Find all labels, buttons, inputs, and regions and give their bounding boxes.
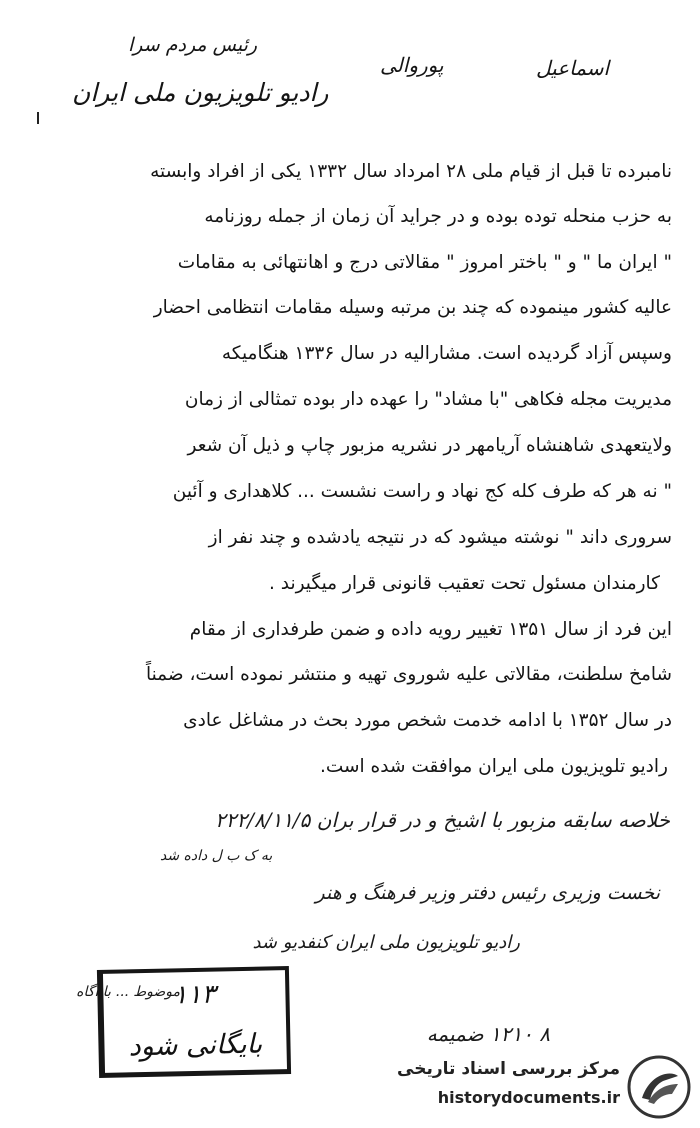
- handwritten-note: موضوط ... با آگاه: [76, 984, 180, 1000]
- body-line: به حزب منحله توده بوده و در جراید آن زمان از جمله روزنامه: [204, 206, 672, 227]
- header-title-line1: رئیس مردم سرا: [128, 34, 258, 56]
- body-line: سروری داند " نوشته میشود که در نتیجه یادشده و چند نفر از: [208, 527, 672, 548]
- watermark: [392, 1054, 692, 1122]
- body-line: " نه هر که طرف کله کج نهاد و راست نشست ... کلاهداری و آئین: [172, 481, 672, 502]
- body-line: عالیه کشور مینموده که چند بن مرتبه وسیله مقامات انتظامی احضار: [153, 297, 672, 318]
- handwritten-note: نخست وزیری رئیس دفتر وزیر فرهنگ و هنر: [315, 882, 660, 904]
- stamp-label: بایگانی شود: [128, 1028, 263, 1063]
- body-line: ولایتعهدی شاهنشاه آریامهر در نشریه مزبور چاپ و ذیل آن شعر: [187, 435, 672, 456]
- header-name: اسماعیل: [536, 56, 610, 80]
- body-line: مدیریت مجله فکاهی "با مشاد" را عهده دار بوده تمثالی از زمان: [184, 389, 672, 410]
- handwritten-note: ۸ ۱۲۱۰ ضمیمه: [426, 1022, 550, 1046]
- handwritten-note: به ک ب ل داده شد: [160, 848, 273, 864]
- history-documents-logo-icon: [626, 1054, 692, 1120]
- stamp-number: ۱۱۳: [173, 979, 216, 1011]
- archive-stamp: [97, 966, 291, 1078]
- body-line: این فرد از سال ۱۳۵۱ تغییر رویه داده و ضمن طرفداری از مقام: [189, 619, 672, 640]
- header-surname: پوروالی: [380, 53, 444, 77]
- body-line: کارمندان مسئول تحت تعقیب قانونی قرار میگیرند .: [268, 573, 660, 594]
- watermark-url: historydocuments.ir: [437, 1088, 620, 1107]
- header-title-line2: رادیو تلویزیون ملی ایران: [72, 78, 329, 107]
- body-line: شامخ سلطنت، مقالاتی علیه شوروی تهیه و منتشر نموده است، ضمناً: [145, 664, 672, 685]
- watermark-title: مرکز بررسی اسناد تاریخی: [397, 1059, 620, 1079]
- body-line: در سال ۱۳۵۲ با ادامه خدمت شخص مورد بحث در مشاغل عادی: [183, 710, 672, 731]
- handwritten-note: رادیو تلویزیون ملی ایران کنفدیو شد: [252, 932, 520, 953]
- body-line: رادیو تلویزیون ملی ایران موافقت شده است.: [319, 756, 668, 777]
- margin-tick: [37, 112, 39, 124]
- body-line: وسپس آزاد گردیده است. مشارالیه در سال ۱۳۳۶ هنگامیکه: [221, 343, 672, 364]
- handwritten-note: خلاصه سابقه مزبور با اشیخ و در قرار بران ۲۲۲/۸/۱۱/۵: [214, 808, 670, 832]
- body-line: نامبرده تا قبل از قیام ملی ۲۸ امرداد سال ۱۳۳۲ یکی از افراد وابسته: [150, 161, 672, 182]
- body-line: " ایران ما " و " باختر امروز " مقالاتی درج و اهانتهائی به مقامات: [177, 252, 672, 273]
